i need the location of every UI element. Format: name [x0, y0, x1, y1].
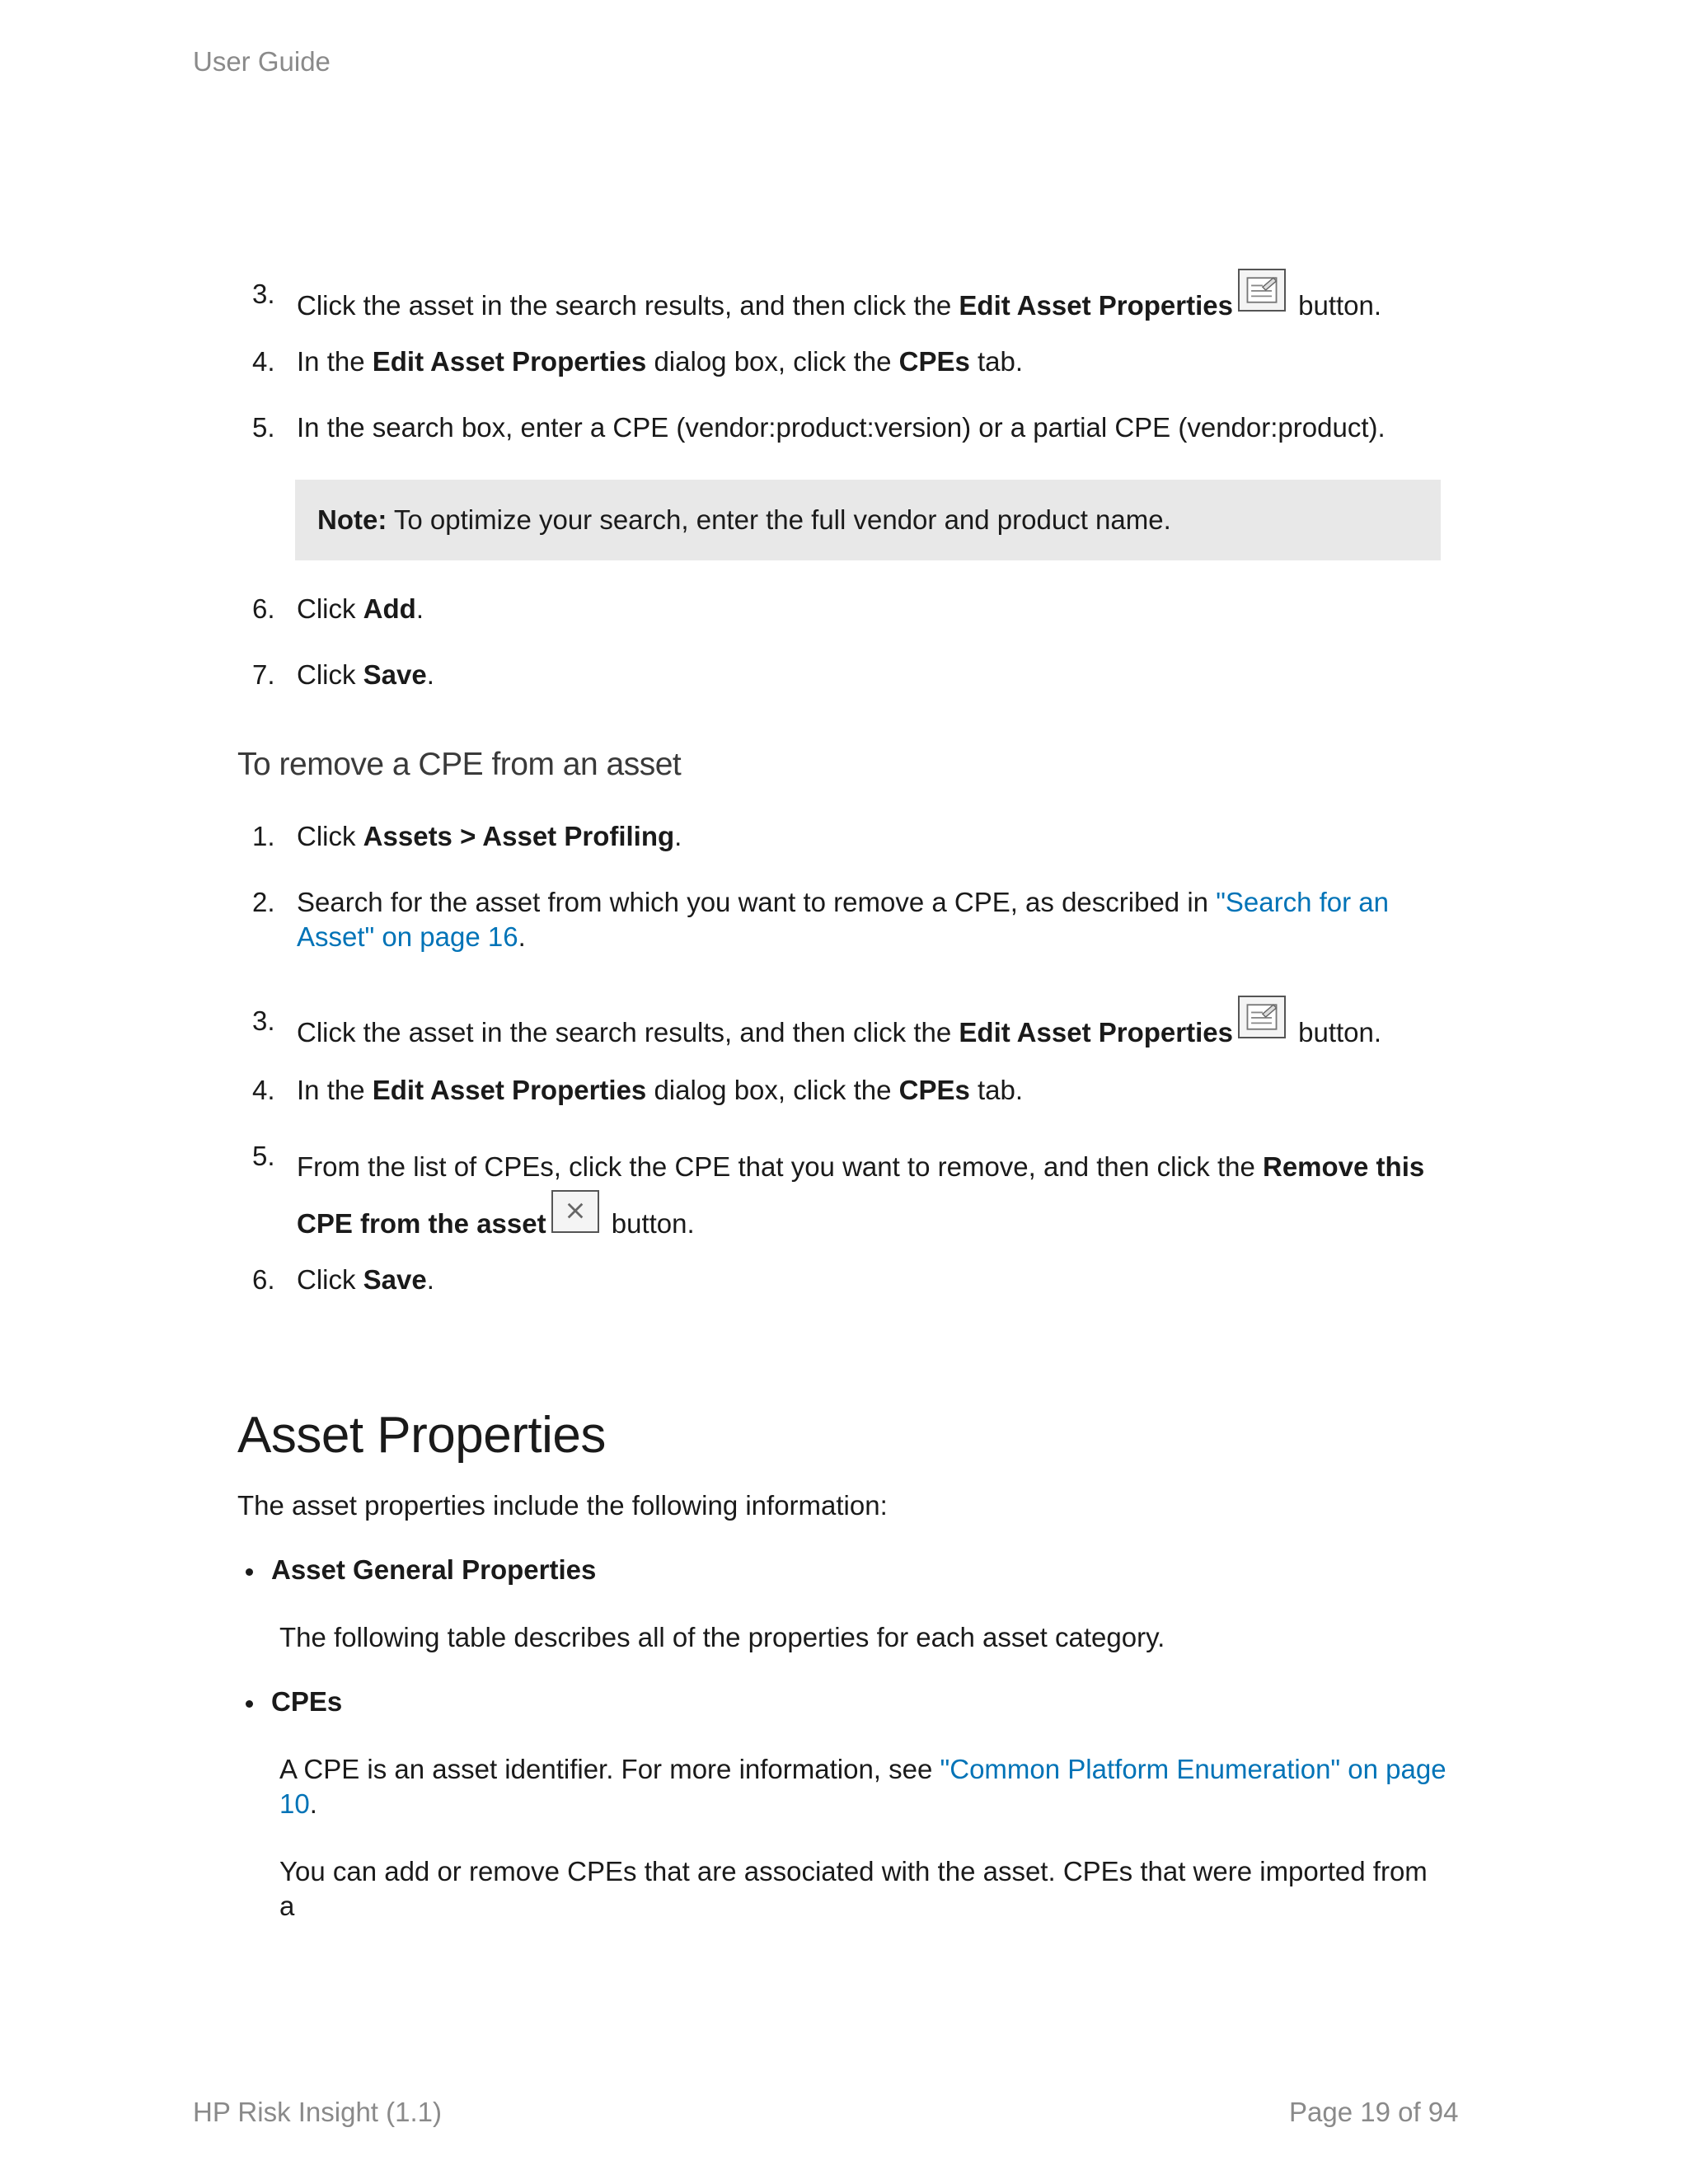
edit-properties-icon — [1238, 996, 1286, 1038]
running-header: User Guide — [193, 46, 331, 77]
bullet-item: CPEs — [246, 1686, 342, 1718]
link-search-for-asset[interactable]: "Search for an Asset" on page 16 — [297, 887, 1390, 952]
section-subheading: To remove a CPE from an asset — [237, 747, 682, 782]
note-text: To optimize your search, enter the full vendor and product name. — [387, 504, 1171, 535]
bullet-body: The following table describes all of the properties for each asset category. — [279, 1622, 1165, 1652]
bullet-body: A CPE is an asset identifier. For more information, see "Common Platform Enumeration" on page 10. — [279, 1754, 1447, 1819]
document-page: User Guide 3. Click the asset in the search results, and then click the Edit Asset Properties button. 4. In the Edit Asset Properties dialog box, click the CPEs tab. 5. In the search box, enter a CPE (vendor:product:version) or a partial CPE (vendor:product). Note: To optimize your search, enter the full vendor and product name. 6. Click Add. 7. Click Save. To remove a CPE from an asset 1. Click Assets > Asset Profiling. 2. Search for the asset from which you want to remove a CPE, as described in "Search for an Asset" on page 16. 3. Click the asset in the search results, and then click the Edit Asset Properties button. 4. In the Edit Asset Properties dialog box, click the CPEs tab. 5. From the list of CPEs, click the CPE that you want to remove, and then click the Remove this CPE from the asset button. 6. Click Save. Asset Properties The asset properties include the following information: Asset General Properties The following table describes all of the properties for each asset category. CPEs A CPE is an asset identifier. For more information, see "Common Platform Enumeration" on page 10. You can add or remove CPEs that are associated with the asset. CPEs that were imported from a HP Risk Insight (1.1) Page 19 of 94 — [193, 46, 1459, 2127]
footer-product: HP Risk Insight (1.1) — [193, 2097, 442, 2127]
bullet-item: Asset General Properties — [246, 1554, 596, 1586]
footer-page-number: Page 19 of 94 — [1289, 2097, 1459, 2127]
bullet-body: You can add or remove CPEs that are associated with the asset. CPEs that were imported from a — [279, 1856, 1428, 1921]
section-heading: Asset Properties — [237, 1407, 606, 1464]
remove-x-icon — [551, 1190, 599, 1233]
bullet-icon — [246, 1568, 253, 1576]
edit-properties-icon — [1238, 269, 1286, 312]
note-label: Note: — [317, 504, 387, 535]
intro-paragraph: The asset properties include the following information: — [237, 1490, 888, 1521]
note-box — [295, 480, 1441, 560]
bullet-icon — [246, 1700, 253, 1708]
link-common-platform-enumeration[interactable]: "Common Platform Enumeration" on page 10 — [279, 1754, 1447, 1819]
